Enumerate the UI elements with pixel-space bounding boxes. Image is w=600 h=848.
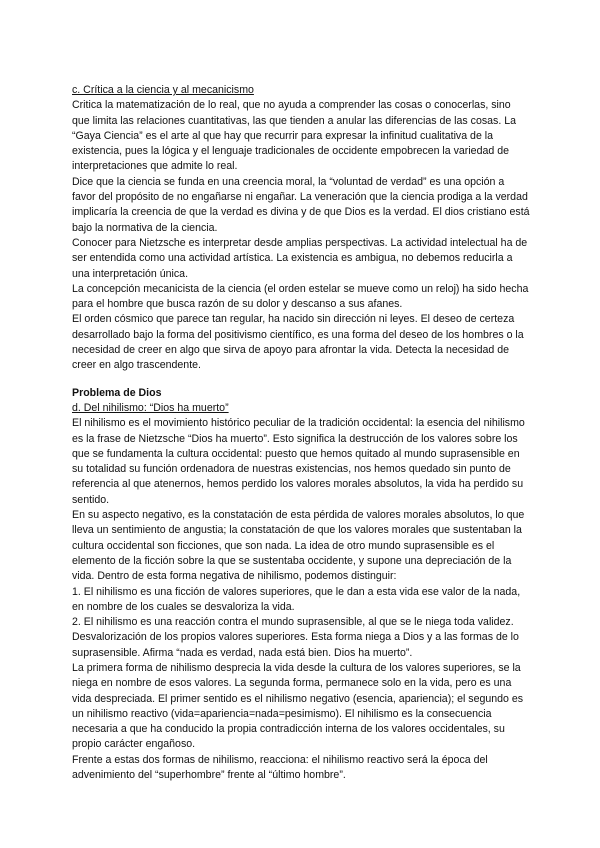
section-c-heading: c. Crítica a la ciencia y al mecanicismo bbox=[72, 84, 254, 96]
paragraph: 1. El nihilismo es una ficción de valores superiores, que le dan a esta vida ese valor de la nada, en nombre de los cuales se desvaloriza la vida. bbox=[72, 585, 521, 613]
paragraph: 2. El nihilismo es una reacción contra el mundo suprasensible, al que se le niega toda validez. Desvalorización de los propios valores superiores. Esta forma niega a Dios y a las formas de lo suprasensible. Afirma “nada es verdad, nada está bien. Dios ha muerto”. bbox=[72, 616, 519, 659]
paragraph: En su aspecto negativo, es la constatación de esta pérdida de valores morales absolutos, lo que lleva un sentimiento de angustia; la constatación de que los valores morales que sustentaban la cultura occidental son ficciones, que son nada. La idea de otro mundo suprasensible es el elemento de la ficción sobre la que se sustentaba occidente, y supone una depreciación de la vida. Dentro de esta forma negativa de nihilismo, podemos distinguir: bbox=[72, 509, 525, 583]
section-d-title: Problema de Dios bbox=[72, 386, 162, 399]
paragraph: El nihilismo es el movimiento histórico peculiar de la tradición occidental: la esencia del nihilismo es la frase de Nietzsche “Dios ha muerto”. Esto significa la destrucción de los valores sobre los que se fundamenta la cultura occidental: puesto que hemos quitado al mundo suprasensible en su totalidad su función ordenadora de nuestras existencias, nos hemos quedado sin punto de referencia al que atenernos, hemos perdido los valores morales absolutos, la vida ha perdido su sentido. bbox=[72, 417, 525, 506]
paragraph: Critica la matematización de lo real, que no ayuda a comprender las cosas o conocerlas, sino que limita las relaciones cuantitativas, las que tienden a anular las diferencias de las cosas. La “Gaya Ciencia” es el arte al que hay que recurrir para expresar la infinitud cualitativa de la existencia, pues la lógica y el lenguaje tradicionales de occidente empobrecen la variedad de interpretaciones que admite lo real. bbox=[72, 99, 517, 173]
paragraph: La primera forma de nihilismo desprecia la vida desde la cultura de los valores superiores, se la niega en nombre de esos valores. La segunda forma, permanece solo en la vida, pero es una vida despreciada. El primer sentido es el nihilismo negativo (esencia, apariencia); el segundo es un nihilismo reactivo (vida=apariencia=nada=pesimismo). El nihilismo es la consecuencia necesaria a que ha conducido la propia contradicción interna de los valores occidentales, su propio carácter engañoso. bbox=[72, 661, 524, 751]
paragraph: Conocer para Nietzsche es interpretar desde amplias perspectivas. La actividad intelectual ha de ser entendida como una actividad artística. La existencia es ambigua, no debemos reducirla a una interpretación única. bbox=[72, 236, 528, 280]
section-d-heading: d. Del nihilismo: “Dios ha muerto” bbox=[72, 401, 229, 414]
paragraph: El orden cósmico que parece tan regular, ha nacido sin dirección ni leyes. El deseo de certeza desarrollado bajo la forma del positivismo científico, es una forma del deseo de los hombres o la necesidad de creer en algo que sirva de apoyo para afrontar la vida. Detecta la necesidad de creer en algo trascendente. bbox=[72, 313, 524, 372]
paragraph: Frente a estas dos formas de nihilismo, reacciona: el nihilismo reactivo será la época del advenimiento del “superhombre” frente al “último hombre”. bbox=[72, 753, 488, 782]
paragraph: Dice que la ciencia se funda en una creencia moral, la “voluntad de verdad” es una opción a favor del propósito de no engañarse ni engañar. La veneración que la ciencia prodiga a la verdad implicaría la creencia de que la verdad es divina y de que Dios es la verdad. El dios cristiano está bajo la normativa de la ciencia. bbox=[72, 175, 530, 234]
document-page bbox=[72, 83, 530, 783]
paragraph: La concepción mecanicista de la ciencia (el orden estelar se mueve como un reloj) ha sido hecha para el hombre que busca razón de su dolor y descanso a sus afanes. bbox=[72, 282, 529, 311]
